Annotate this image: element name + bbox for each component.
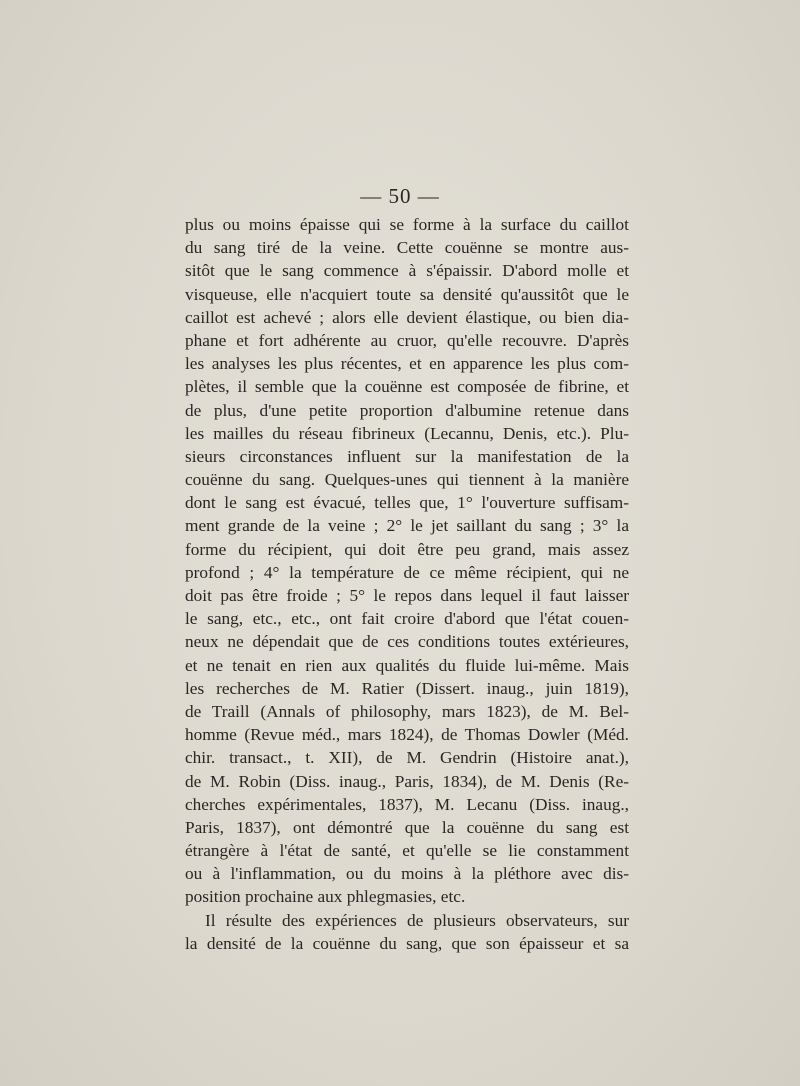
text-line: de plus, d'une petite proportion d'albumine retenue dans [185, 400, 629, 420]
text-line: sitôt que le sang commence à s'épaissir. D'abord molle et [185, 261, 629, 281]
text-line: homme (Revue méd., mars 1824), de Thomas Dowler (Méd. [185, 725, 629, 745]
text-line: plus ou moins épaisse qui se forme à la surface du caillot [185, 215, 629, 234]
text-line: ou à l'inflammation, ou du moins à la pléthore avec dis- [185, 864, 629, 884]
text-line: chir. transact., t. XII), de M. Gendrin (Histoire anat.), [185, 748, 629, 768]
text-line: dont le sang est évacué, telles que, 1° l'ouverture suffisam- [185, 493, 629, 513]
text-line: neux ne dépendait que de ces conditions toutes extérieures, [185, 632, 629, 652]
text-line: ment grande de la veine ; 2° le jet saillant du sang ; 3° la [185, 516, 629, 536]
text-line: doit pas être froide ; 5° le repos dans lequel il faut laisser [185, 586, 629, 605]
text-line: visqueuse, elle n'acquiert toute sa densité qu'aussitôt que le [185, 284, 629, 304]
text-line: étrangère à l'état de santé, et qu'elle se lie constamment [185, 841, 629, 861]
text-line: sieurs circonstances influent sur la manifestation de la [185, 446, 629, 466]
text-line: les mailles du réseau fibrineux (Lecannu, Denis, etc.). Plu- [185, 423, 629, 443]
text-line: cherches expérimentales, 1837), M. Lecanu (Diss. inaug., [185, 794, 629, 814]
text-line: les recherches de M. Ratier (Dissert. inaug., juin 1819), [185, 678, 629, 698]
text-line: caillot est achevé ; alors elle devient élastique, ou bien dia- [185, 307, 629, 327]
text-line: de Traill (Annals of philosophy, mars 1823), de M. Bel- [185, 701, 629, 721]
text-line: Paris, 1837), ont démontré que la couënne du sang est [185, 817, 629, 837]
text-line: le sang, etc., etc., ont fait croire d'abord que l'état couen- [185, 609, 629, 629]
text-line: phane et fort adhérente au cruor, qu'elle recouvre. D'après [185, 330, 629, 350]
text-line: les analyses les plus récentes, et en apparence les plus com- [185, 354, 629, 374]
text-line: forme du récipient, qui doit être peu grand, mais assez [185, 539, 629, 559]
text-line: couënne du sang. Quelques-unes qui tiennent à la manière [185, 470, 629, 490]
text-line: du sang tiré de la veine. Cette couënne se montre aus- [185, 238, 629, 258]
body-text [185, 213, 629, 955]
text-line: de M. Robin (Diss. inaug., Paris, 1834), de M. Denis (Re- [185, 771, 629, 791]
page-number: — 50 — [360, 184, 440, 208]
text-line: position prochaine aux phlegmasies, etc. [185, 887, 466, 907]
text-line: profond ; 4° la température de ce même récipient, qui ne [185, 562, 629, 582]
text-line: Il résulte des expériences de plusieurs observateurs, sur [205, 910, 629, 930]
text-line: et ne tenait en rien aux qualités du fluide lui-même. Mais [185, 655, 629, 675]
text-line: la densité de la couënne du sang, que son épaisseur et sa [185, 933, 629, 953]
text-line: plètes, il semble que la couënne est composée de fibrine, et [185, 377, 629, 397]
